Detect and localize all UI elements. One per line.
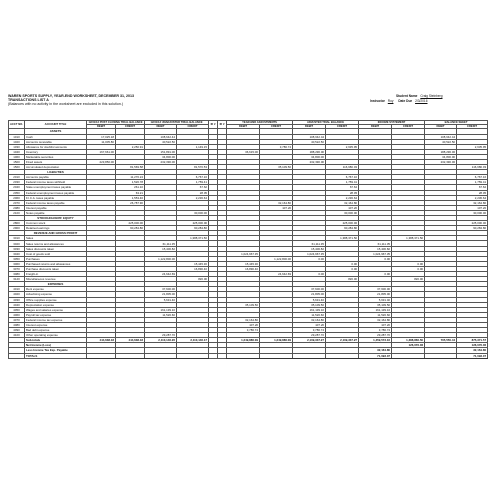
amount-cell: 32,164.80 bbox=[227, 317, 260, 322]
account-title: Purchased returns and allowances bbox=[25, 261, 87, 266]
acct-no: 1020 bbox=[9, 139, 25, 144]
amount-cell: 32,164.80 bbox=[457, 200, 488, 205]
col-debit: DEBIT bbox=[359, 125, 392, 129]
account-title: Inventory bbox=[25, 149, 87, 154]
amount-cell bbox=[116, 353, 145, 358]
amount-cell bbox=[87, 353, 116, 358]
amount-cell: 107.20 bbox=[359, 322, 392, 327]
amount-cell: 820.00 bbox=[326, 277, 359, 282]
amount-cell: 67.62 bbox=[457, 185, 488, 190]
acct-no: 4090 bbox=[9, 328, 25, 333]
amount-cell: 34,800.00 bbox=[145, 154, 177, 159]
instructor-label: Instructor bbox=[370, 99, 385, 103]
instructor-line bbox=[370, 99, 431, 103]
account-title: Less Income Tax Exp. Payable bbox=[25, 348, 87, 353]
worksheet-table bbox=[8, 120, 488, 359]
amount-cell: 0.00 bbox=[326, 261, 359, 266]
amount-cell: 1,388,371.50 bbox=[177, 236, 209, 241]
section-label: ASSETS bbox=[25, 129, 87, 134]
date-due-label: Date Due bbox=[398, 99, 413, 103]
amount-cell: 1,388,866.50 bbox=[392, 338, 425, 343]
acct-no: 1500 bbox=[9, 159, 25, 164]
worksheet-body bbox=[9, 129, 488, 358]
amount-cell: 37,600.00 bbox=[293, 287, 326, 292]
account-title: F.I.C.A. taxes payable bbox=[25, 195, 87, 200]
amount-cell: 32,164.80 bbox=[326, 200, 359, 205]
total-row bbox=[9, 353, 488, 358]
amount-cell: 21,805.00 bbox=[293, 292, 326, 297]
amount-cell: 28.05 bbox=[457, 190, 488, 195]
amount-cell: 116,680.03 bbox=[457, 165, 488, 170]
account-title: TOTALS bbox=[25, 353, 87, 358]
amount-cell: 0.00 bbox=[293, 272, 326, 277]
amount-cell: 71,093.07 bbox=[457, 353, 488, 358]
acct-no: 2100 bbox=[9, 210, 25, 215]
account-title: Accumulated depreciation bbox=[25, 165, 87, 170]
amount-cell: 61,111.35 bbox=[145, 241, 177, 246]
student-name-label: Student Name bbox=[396, 94, 418, 98]
account-title: Interest payable bbox=[25, 205, 87, 210]
amount-cell: 1,249,886.09 bbox=[227, 338, 260, 343]
account-title: Accounts receivable bbox=[25, 139, 87, 144]
amount-cell bbox=[227, 353, 260, 358]
section-label: REVENUE AND GROSS PROFIT bbox=[25, 231, 87, 236]
col-acct: ACCT NO. bbox=[9, 121, 25, 129]
amount-cell: 126,076.06 bbox=[457, 343, 488, 348]
amount-cell: 3,786.74 bbox=[227, 328, 260, 333]
amount-cell: 225,000.00 bbox=[326, 221, 359, 226]
amount-cell: 107.20 bbox=[457, 205, 488, 210]
amount-cell: 1,759.41 bbox=[457, 180, 488, 185]
acct-no: 3050 bbox=[9, 256, 25, 261]
amount-cell: 5,631.40 bbox=[359, 297, 392, 302]
account-title: Freight-in bbox=[25, 272, 87, 277]
amount-cell: 36,615.00 bbox=[227, 149, 260, 154]
account-title: Cost of goods sold bbox=[25, 251, 87, 256]
amount-cell: 1,459,573.16 bbox=[359, 338, 392, 343]
col-income: INCOME STATEMENT bbox=[359, 121, 425, 125]
amount-cell: 0.00 bbox=[293, 256, 326, 261]
acct-no: 2040 bbox=[9, 185, 25, 190]
amount-cell: 37,600.00 bbox=[359, 287, 392, 292]
amount-cell bbox=[425, 353, 457, 358]
amount-cell: 107.20 bbox=[326, 205, 359, 210]
account-title: Other operating expense bbox=[25, 333, 87, 338]
amount-cell: 1,553.46 bbox=[116, 195, 145, 200]
amount-cell: 32,164.80 bbox=[260, 200, 293, 205]
instructor-value: Roy bbox=[387, 99, 394, 103]
acct-no: 3060 bbox=[9, 261, 25, 266]
account-title: Payroll tax expense bbox=[25, 312, 87, 317]
worksheet-note: (Balances with no activity in the worksheet are excluded in this solution.) bbox=[8, 102, 124, 106]
amount-cell: 1,122,800.00 bbox=[260, 256, 293, 261]
amount-cell: 108,642.44 bbox=[145, 134, 177, 139]
col-credit: CREDIT bbox=[326, 125, 359, 129]
acct-no: 2070 bbox=[9, 200, 25, 205]
account-title: Federal income taxes withheld bbox=[25, 180, 87, 185]
amount-cell: 16,890.40 bbox=[177, 266, 209, 271]
amount-cell: 30,000.00 bbox=[177, 210, 209, 215]
amount-cell: 167,661.00 bbox=[87, 149, 116, 154]
amount-cell: 34,800.00 bbox=[293, 154, 326, 159]
amount-cell bbox=[145, 353, 177, 358]
acct-no: 3120 bbox=[9, 277, 25, 282]
amount-cell: 0.00 bbox=[359, 272, 392, 277]
worksheet-subtitle: TRANSACTIONS LIST A bbox=[8, 98, 49, 102]
account-title: Federal income tax expense bbox=[25, 317, 87, 322]
amount-cell: 24,642.69 bbox=[145, 272, 177, 277]
amount-cell: 116,680.03 bbox=[326, 165, 359, 170]
amount-cell: 188,296.00 bbox=[425, 149, 457, 154]
col-debit: DEBIT bbox=[227, 125, 260, 129]
amount-cell: 35,109.50 bbox=[293, 302, 326, 307]
amount-cell: 11,276.24 bbox=[116, 175, 145, 180]
amount-cell: 2,109,337.27 bbox=[293, 338, 326, 343]
acct-no: 2030 bbox=[9, 180, 25, 185]
amount-cell: 225,000.00 bbox=[457, 221, 488, 226]
amount-cell: 1,759.41 bbox=[326, 180, 359, 185]
worksheet-title: WAREN SPORTS SUPPLY, YEAR-END WORKSHEET, DECEMBER 31, 2013 bbox=[8, 94, 135, 98]
col-credit: CREDIT bbox=[392, 125, 425, 129]
account-title: Allowance for doubtful accounts bbox=[25, 144, 87, 149]
account-title: Rent expense bbox=[25, 287, 87, 292]
col-credit: CREDIT bbox=[457, 125, 488, 129]
amount-cell: 90,284.80 bbox=[457, 226, 488, 231]
amount-cell: 875,371.57 bbox=[457, 338, 488, 343]
acct-no: 4060 bbox=[9, 312, 25, 317]
account-title: Net Income (Loss) bbox=[25, 343, 87, 348]
amount-cell: 67.62 bbox=[326, 185, 359, 190]
amount-cell: 3,786.74 bbox=[293, 328, 326, 333]
amount-cell: 32,164.80 bbox=[457, 348, 488, 353]
acct-no: 1040 bbox=[9, 149, 25, 154]
acct-no: 3010 bbox=[9, 236, 25, 241]
amount-cell: 81,570.53 bbox=[177, 165, 209, 170]
amount-cell: 28.05 bbox=[326, 190, 359, 195]
amount-cell: 2,236.64 bbox=[326, 195, 359, 200]
acct-no: 3040 bbox=[9, 251, 25, 256]
col-title: ACCOUNT TITLE bbox=[25, 121, 87, 129]
section-label: STOCKHOLDERS' EQUITY bbox=[25, 216, 87, 221]
amount-cell: 107.20 bbox=[227, 322, 260, 327]
account-title: Fixed assets bbox=[25, 159, 87, 164]
amount-cell: 11,526.60 bbox=[145, 312, 177, 317]
account-title: State unemployment taxes payable bbox=[25, 185, 87, 190]
amount-cell: 108,642.44 bbox=[425, 134, 457, 139]
amount-cell: 15,445.30 bbox=[227, 261, 260, 266]
acct-no: 3030 bbox=[9, 246, 25, 251]
amount-cell: 37,600.00 bbox=[145, 287, 177, 292]
amount-cell: 444,638.18 bbox=[116, 338, 145, 343]
amount-cell: 29,287.70 bbox=[293, 333, 326, 338]
amount-cell: 0.00 bbox=[326, 266, 359, 271]
col-adjusted: ADJUSTED TRIAL BALANCE bbox=[293, 121, 359, 125]
acct-no: 2010 bbox=[9, 175, 25, 180]
col-ref-b: ID # bbox=[218, 121, 227, 129]
col-debit: DEBIT bbox=[87, 125, 116, 129]
amount-cell: 35,109.50 bbox=[227, 302, 260, 307]
amount-cell: 2,110,146.17 bbox=[177, 338, 209, 343]
col-debit: DEBIT bbox=[425, 125, 457, 129]
amount-cell: 6,767.16 bbox=[326, 175, 359, 180]
amount-cell: 3,786.74 bbox=[359, 328, 392, 333]
amount-cell: 1,388,371.50 bbox=[392, 236, 425, 241]
amount-cell: 32,164.80 bbox=[359, 317, 392, 322]
amount-cell: 15,445.30 bbox=[177, 261, 209, 266]
amount-cell: 225,000.00 bbox=[116, 221, 145, 226]
acct-no: 4010 bbox=[9, 287, 25, 292]
amount-cell bbox=[392, 353, 425, 358]
acct-no: 4030 bbox=[9, 297, 25, 302]
amount-cell: 32,164.80 bbox=[359, 348, 392, 353]
account-title: Marketable securities bbox=[25, 154, 87, 159]
col-credit: CREDIT bbox=[177, 125, 209, 129]
amount-cell: 1,526.78 bbox=[116, 180, 145, 185]
amount-cell: 232,390.00 bbox=[293, 159, 326, 164]
account-title: Depreciation expense bbox=[25, 302, 87, 307]
amount-cell: 35,109.50 bbox=[260, 165, 293, 170]
amount-cell: 29,287.70 bbox=[359, 333, 392, 338]
amount-cell: 90,284.80 bbox=[116, 226, 145, 231]
student-name-value: Craig Steinberg bbox=[420, 94, 443, 98]
account-title: Cash bbox=[25, 134, 87, 139]
acct-no: 2080 bbox=[9, 205, 25, 210]
acct-no: 4050 bbox=[9, 307, 25, 312]
acct-no: 1010 bbox=[9, 134, 25, 139]
amount-cell: 71,093.07 bbox=[359, 353, 392, 358]
amount-cell: 6,767.16 bbox=[457, 175, 488, 180]
amount-cell: 28.05 bbox=[177, 190, 209, 195]
amount-cell: 61,111.35 bbox=[293, 241, 326, 246]
amount-cell: 2,109,337.27 bbox=[326, 338, 359, 343]
acct-no: 2800 bbox=[9, 221, 25, 226]
amount-cell: 2,110,146.26 bbox=[145, 338, 177, 343]
amount-cell: 17,025.18 bbox=[87, 134, 116, 139]
amount-cell: 1,024,967.35 bbox=[359, 251, 392, 256]
col-adjustments: YEAR-END ADJUSTMENTS bbox=[227, 121, 293, 125]
col-debit: DEBIT bbox=[145, 125, 177, 129]
acct-no bbox=[9, 353, 25, 358]
amount-cell: 15,406.82 bbox=[359, 246, 392, 251]
amount-cell: 107.20 bbox=[293, 322, 326, 327]
amount-cell: 161,139.10 bbox=[359, 307, 392, 312]
amount-cell: 107.20 bbox=[260, 205, 293, 210]
amount-cell: 11,526.60 bbox=[293, 312, 326, 317]
amount-cell: 40,522.50 bbox=[293, 139, 326, 144]
amount-cell: 223,850.00 bbox=[87, 159, 116, 164]
date-due-value: 2/3/2016 bbox=[415, 99, 428, 103]
amount-cell: 820.00 bbox=[392, 277, 425, 282]
amount-cell: 232,390.00 bbox=[145, 159, 177, 164]
account-title: Retained earnings bbox=[25, 226, 87, 231]
amount-cell: 2,236.64 bbox=[457, 195, 488, 200]
amount-cell: 67.62 bbox=[177, 185, 209, 190]
acct-no: 2050 bbox=[9, 190, 25, 195]
amount-cell: 1,149.15 bbox=[177, 144, 209, 149]
amount-cell: 90,284.80 bbox=[177, 226, 209, 231]
account-title: Notes payable bbox=[25, 210, 87, 215]
col-credit: CREDIT bbox=[260, 125, 293, 129]
worksheet-page bbox=[8, 94, 487, 427]
amount-cell: 2,250.91 bbox=[116, 144, 145, 149]
amount-cell: 90,284.80 bbox=[326, 226, 359, 231]
acct-no: 4020 bbox=[9, 292, 25, 297]
amount-cell: 26,787.90 bbox=[116, 200, 145, 205]
col-post-closing: 12/31/12 POST CLOSING TRIAL BALANCE bbox=[88, 121, 143, 124]
col-unadjusted: 12/31/13 UNADJUSTED TRIAL BALANCE bbox=[145, 121, 209, 125]
amount-cell: 188,296.00 bbox=[293, 149, 326, 154]
amount-cell: 444,638.18 bbox=[87, 338, 116, 343]
account-title: Sales discounts taken bbox=[25, 246, 87, 251]
amount-cell bbox=[293, 353, 326, 358]
account-title: Sales returns and allowances bbox=[25, 241, 87, 246]
amount-cell: 40,522.50 bbox=[145, 139, 177, 144]
acct-no: 2900 bbox=[9, 226, 25, 231]
amount-cell: 161,139.10 bbox=[293, 307, 326, 312]
account-title: Accounts payable bbox=[25, 175, 87, 180]
account-title: Wages and salaries expense bbox=[25, 307, 87, 312]
col-balance: BALANCE SHEET bbox=[425, 121, 488, 125]
amount-cell: 108,642.44 bbox=[293, 134, 326, 139]
amount-cell: 6,767.16 bbox=[177, 175, 209, 180]
amount-cell: 35,109.50 bbox=[359, 302, 392, 307]
account-title: Federal unemployment taxes payable bbox=[25, 190, 87, 195]
amount-cell: 820.00 bbox=[177, 277, 209, 282]
amount-cell: 61,111.35 bbox=[359, 241, 392, 246]
amount-cell: 1,024,967.35 bbox=[227, 251, 260, 256]
account-title: Advertising expense bbox=[25, 292, 87, 297]
amount-cell: 705,550.44 bbox=[425, 338, 457, 343]
amount-cell: 63.21 bbox=[116, 190, 145, 195]
acct-no: 3080 bbox=[9, 272, 25, 277]
amount-cell: 3,786.74 bbox=[260, 144, 293, 149]
student-name bbox=[396, 94, 446, 98]
amount-cell: 0.00 bbox=[359, 256, 392, 261]
acct-no: 4100 bbox=[9, 333, 25, 338]
amount-cell: 30,000.00 bbox=[326, 210, 359, 215]
account-title: Office supplies expense bbox=[25, 297, 87, 302]
amount-cell: 225,000.00 bbox=[177, 221, 209, 226]
account-title: Bad debt expense bbox=[25, 328, 87, 333]
account-title: Sales bbox=[25, 236, 87, 241]
amount-cell: 34,800.00 bbox=[425, 154, 457, 159]
amount-cell: 2,635.95 bbox=[326, 144, 359, 149]
amount-cell: 1,759.41 bbox=[177, 180, 209, 185]
amount-cell: 40,522.50 bbox=[425, 139, 457, 144]
amount-cell: 11,526.60 bbox=[359, 312, 392, 317]
section-label: LIABILITIES bbox=[25, 170, 87, 175]
amount-cell: 161,139.10 bbox=[145, 307, 177, 312]
account-title: Sub-totals bbox=[25, 338, 87, 343]
col-debit: DEBIT bbox=[293, 125, 326, 129]
col-credit: CREDIT bbox=[116, 125, 145, 129]
section-label: EXPENSES bbox=[25, 282, 87, 287]
amount-cell bbox=[260, 353, 293, 358]
acct-no: 1030 bbox=[9, 144, 25, 149]
account-title: Common stock bbox=[25, 221, 87, 226]
account-title: Miscellaneous revenue bbox=[25, 277, 87, 282]
acct-no: 1560 bbox=[9, 165, 25, 170]
amount-cell: 32,164.80 bbox=[293, 317, 326, 322]
account-title: Purchases bbox=[25, 256, 87, 261]
amount-cell: 15,406.82 bbox=[293, 246, 326, 251]
acct-no: 2060 bbox=[9, 195, 25, 200]
amount-cell: 1,388,371.50 bbox=[326, 236, 359, 241]
amount-cell: 29,287.70 bbox=[145, 333, 177, 338]
amount-cell: 1,249,886.09 bbox=[260, 338, 293, 343]
amount-cell: 30,000.00 bbox=[457, 210, 488, 215]
amount-cell: 11,005.80 bbox=[87, 139, 116, 144]
amount-cell: 232,390.00 bbox=[425, 159, 457, 164]
amount-cell: 126,076.06 bbox=[392, 343, 425, 348]
amount-cell: 16,890.40 bbox=[227, 266, 260, 271]
amount-cell: 0.00 bbox=[392, 261, 425, 266]
acct-no: 3070 bbox=[9, 266, 25, 271]
amount-cell: 81,569.58 bbox=[116, 165, 145, 170]
amount-cell: 15,406.82 bbox=[145, 246, 177, 251]
acct-no: 3020 bbox=[9, 241, 25, 246]
amount-cell: 5,631.40 bbox=[293, 297, 326, 302]
acct-no: 1060 bbox=[9, 154, 25, 159]
account-title: Interest expense bbox=[25, 322, 87, 327]
acct-no: 4080 bbox=[9, 322, 25, 327]
amount-cell: 151,891.00 bbox=[145, 149, 177, 154]
amount-cell: 0.00 bbox=[392, 266, 425, 271]
acct-no: 4070 bbox=[9, 317, 25, 322]
account-title: Purchase discounts taken bbox=[25, 266, 87, 271]
amount-cell: 21,805.00 bbox=[145, 292, 177, 297]
amount-cell: 2,635.95 bbox=[457, 144, 488, 149]
ref-cell bbox=[218, 353, 227, 358]
account-title: Federal income taxes payable bbox=[25, 200, 87, 205]
amount-cell: 5,631.40 bbox=[145, 297, 177, 302]
amount-cell: 2,236.64 bbox=[177, 195, 209, 200]
acct-no: 4040 bbox=[9, 302, 25, 307]
amount-cell bbox=[326, 353, 359, 358]
amount-cell: 24,642.69 bbox=[260, 272, 293, 277]
amount-cell: 21,805.00 bbox=[359, 292, 392, 297]
amount-cell bbox=[177, 353, 209, 358]
amount-cell: 1,024,967.35 bbox=[293, 251, 326, 256]
amount-cell: 261.10 bbox=[116, 185, 145, 190]
col-ref-a: ID # bbox=[209, 121, 218, 129]
amount-cell: 1,122,800.00 bbox=[145, 256, 177, 261]
ref-cell bbox=[209, 353, 218, 358]
